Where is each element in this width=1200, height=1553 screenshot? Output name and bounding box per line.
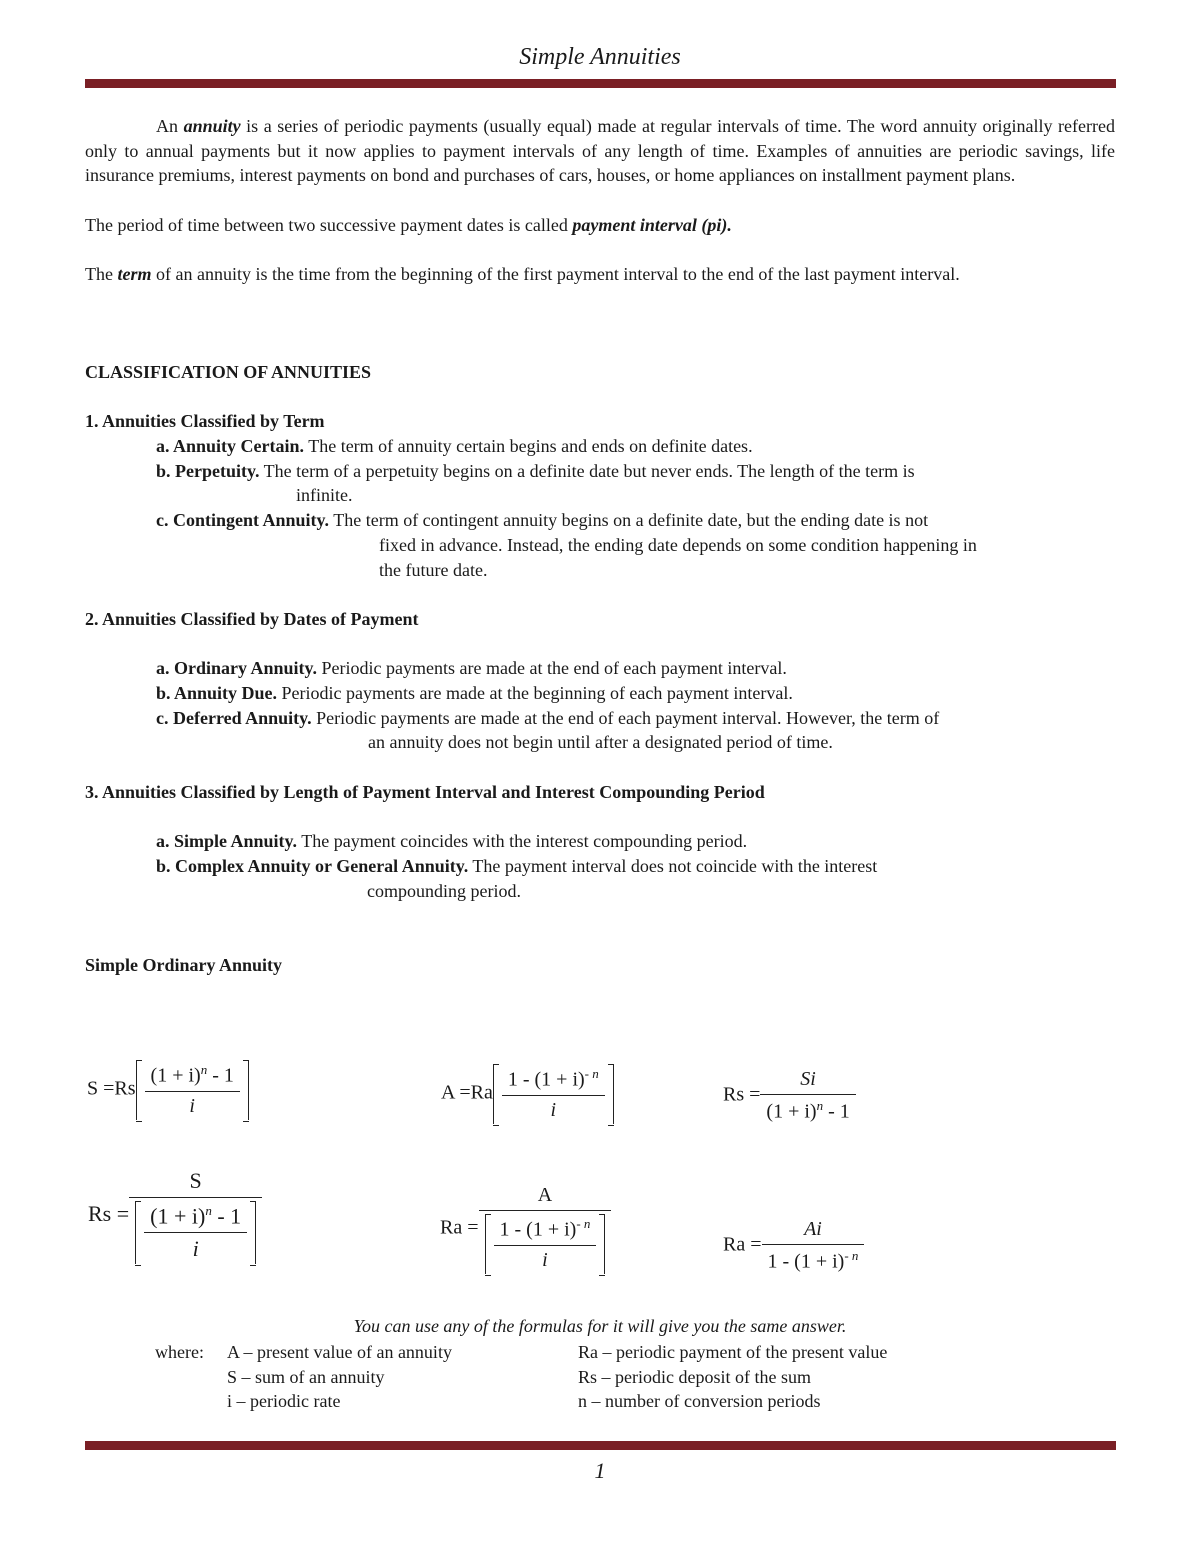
- page-number: 1: [594, 1458, 606, 1483]
- formula-term: 1 - (1 + i): [767, 1250, 845, 1273]
- formula-lhs: Ra =: [440, 1216, 479, 1239]
- intro-text: The: [85, 264, 118, 285]
- legend-row: [155, 1365, 887, 1390]
- formula-denominator: i: [542, 1248, 548, 1271]
- intro-text: An: [156, 116, 184, 136]
- formula-ra-complex: [440, 1184, 611, 1274]
- item-text: Periodic payments are made at the end of each payment interval.: [317, 658, 787, 679]
- item-text: The payment interval does not coincide with the interest: [468, 855, 878, 876]
- page-title: Simple Annuities: [519, 44, 681, 70]
- item-text: The payment coincides with the interest compounding period.: [297, 831, 748, 852]
- formula-exponent: n: [200, 1062, 208, 1077]
- formula-numerator: Si: [760, 1068, 855, 1095]
- formula-denominator: i: [550, 1098, 557, 1121]
- variable-legend: [155, 1340, 887, 1414]
- list-item: [85, 854, 1115, 879]
- formula-lhs: Ra =: [723, 1233, 762, 1256]
- formula-numerator: A: [479, 1184, 612, 1211]
- group-title-dates: 2. Annuities Classified by Dates of Payment: [85, 608, 419, 629]
- list-item: [85, 706, 1115, 731]
- formula-exponent: - n: [844, 1248, 859, 1263]
- formula-ra-from-a: [723, 1218, 864, 1274]
- formula-denominator: i: [192, 1236, 199, 1262]
- formula-denominator: i: [189, 1094, 195, 1117]
- item-continuation: infinite.: [296, 485, 353, 506]
- simple-ordinary-heading: Simple Ordinary Annuity: [85, 955, 283, 976]
- intro-paragraph-2: [85, 213, 1115, 238]
- item-label: b. Complex Annuity or General Annuity.: [156, 855, 469, 876]
- formula-term: (1 + i): [150, 1064, 201, 1087]
- item-label: c. Contingent Annuity.: [156, 510, 330, 531]
- formula-exponent: - n: [576, 1216, 591, 1231]
- list-item: [85, 508, 1115, 533]
- list-item: [85, 681, 1115, 706]
- group-title-length: 3. Annuities Classified by Length of Payment Interval and Interest Compounding Period: [85, 781, 765, 802]
- group-title-term: 1. Annuities Classified by Term: [85, 411, 325, 432]
- list-item: [85, 829, 1115, 854]
- header-rule: [85, 79, 1116, 88]
- section-heading: CLASSIFICATION OF ANNUITIES: [85, 361, 372, 382]
- item-text: The term of contingent annuity begins on a definite date, but the ending date is not: [329, 510, 929, 531]
- formula-rs-from-s: [723, 1068, 856, 1124]
- list-item: [85, 434, 1115, 459]
- formula-exponent: n: [816, 1098, 824, 1113]
- item-continuation: fixed in advance. Instead, the ending date depends on some condition happening in: [379, 534, 977, 555]
- item-text: The term of annuity certain begins and ends on definite dates.: [304, 435, 753, 456]
- formula-lhs: Rs =: [88, 1201, 130, 1227]
- document-body: [85, 114, 1115, 978]
- term-payment-interval: payment interval (pi).: [572, 214, 732, 235]
- list-item: [85, 656, 1115, 681]
- item-label: b. Perpetuity.: [156, 460, 260, 481]
- formula-future-value: [87, 1060, 249, 1120]
- item-text: The term of a perpetuity begins on a definite date but never ends. The length of the term is: [259, 460, 915, 481]
- formula-present-value: [441, 1064, 614, 1124]
- formula-note: You can use any of the formulas for it will give you the same answer.: [353, 1316, 847, 1336]
- item-continuation: the future date.: [379, 559, 488, 580]
- item-label: a. Ordinary Annuity.: [156, 658, 318, 679]
- item-text: Periodic payments are made at the end of each payment interval. However, the term of: [311, 707, 940, 728]
- formula-lhs: S =Rs: [87, 1077, 136, 1100]
- formula-term: - 1: [823, 1100, 850, 1123]
- formula-rs-complex: [88, 1168, 262, 1264]
- legend-row: [155, 1389, 887, 1414]
- formula-term: 1 - (1 + i): [499, 1218, 577, 1241]
- item-label: c. Deferred Annuity.: [156, 707, 312, 728]
- item-label: b. Annuity Due.: [156, 682, 278, 703]
- legend-left: i – periodic rate: [227, 1391, 341, 1412]
- legend-row: [155, 1340, 887, 1365]
- item-text: Periodic payments are made at the beginning of each payment interval.: [277, 682, 793, 703]
- formula-term: 1 - (1 + i): [507, 1068, 585, 1091]
- intro-text: The period of time between two successive payment dates is called: [85, 214, 573, 235]
- term-term: term: [117, 264, 152, 285]
- item-continuation: an annuity does not begin until after a designated period of time.: [368, 732, 833, 753]
- formula-numerator: S: [129, 1168, 262, 1198]
- formula-term: (1 + i): [150, 1203, 206, 1229]
- legend-left: S – sum of an annuity: [227, 1366, 385, 1387]
- formula-numerator: Ai: [762, 1218, 865, 1245]
- formula-term: - 1: [207, 1064, 234, 1087]
- formula-lhs: Rs =: [723, 1083, 761, 1106]
- intro-paragraph-3: [85, 262, 1115, 287]
- formula-lhs: A =Ra: [441, 1081, 493, 1104]
- item-label: a. Simple Annuity.: [156, 831, 298, 852]
- formula-term: - 1: [211, 1203, 242, 1229]
- intro-text: is a series of periodic payments (usually equal) made at regular intervals of time. The word annuity originally referred only to annual payments but it now applies to payment intervals of any length of time. Examples of annuities are periodic savings, life insurance premiums, interest payments on bond and purchases of cars, houses, or home appliances on installment payment plans.: [85, 116, 1115, 186]
- where-label: where:: [155, 1342, 204, 1362]
- formula-exponent: - n: [584, 1066, 599, 1081]
- legend-right: Ra – periodic payment of the present value: [578, 1342, 888, 1362]
- legend-right: n – number of conversion periods: [578, 1391, 821, 1412]
- item-label: a. Annuity Certain.: [156, 435, 305, 456]
- footer-rule: [85, 1441, 1116, 1450]
- formula-term: (1 + i): [766, 1100, 817, 1123]
- intro-text: of an annuity is the time from the beginning of the first payment interval to the end of the last payment interval.: [151, 264, 960, 285]
- term-annuity: annuity: [183, 116, 241, 136]
- formula-exponent: n: [205, 1203, 212, 1218]
- legend-right: Rs – periodic deposit of the sum: [578, 1366, 811, 1387]
- item-continuation: compounding period.: [367, 880, 521, 901]
- intro-paragraph-1: [85, 114, 1115, 188]
- list-item: [85, 459, 1115, 484]
- legend-left: A – present value of an annuity: [227, 1342, 452, 1362]
